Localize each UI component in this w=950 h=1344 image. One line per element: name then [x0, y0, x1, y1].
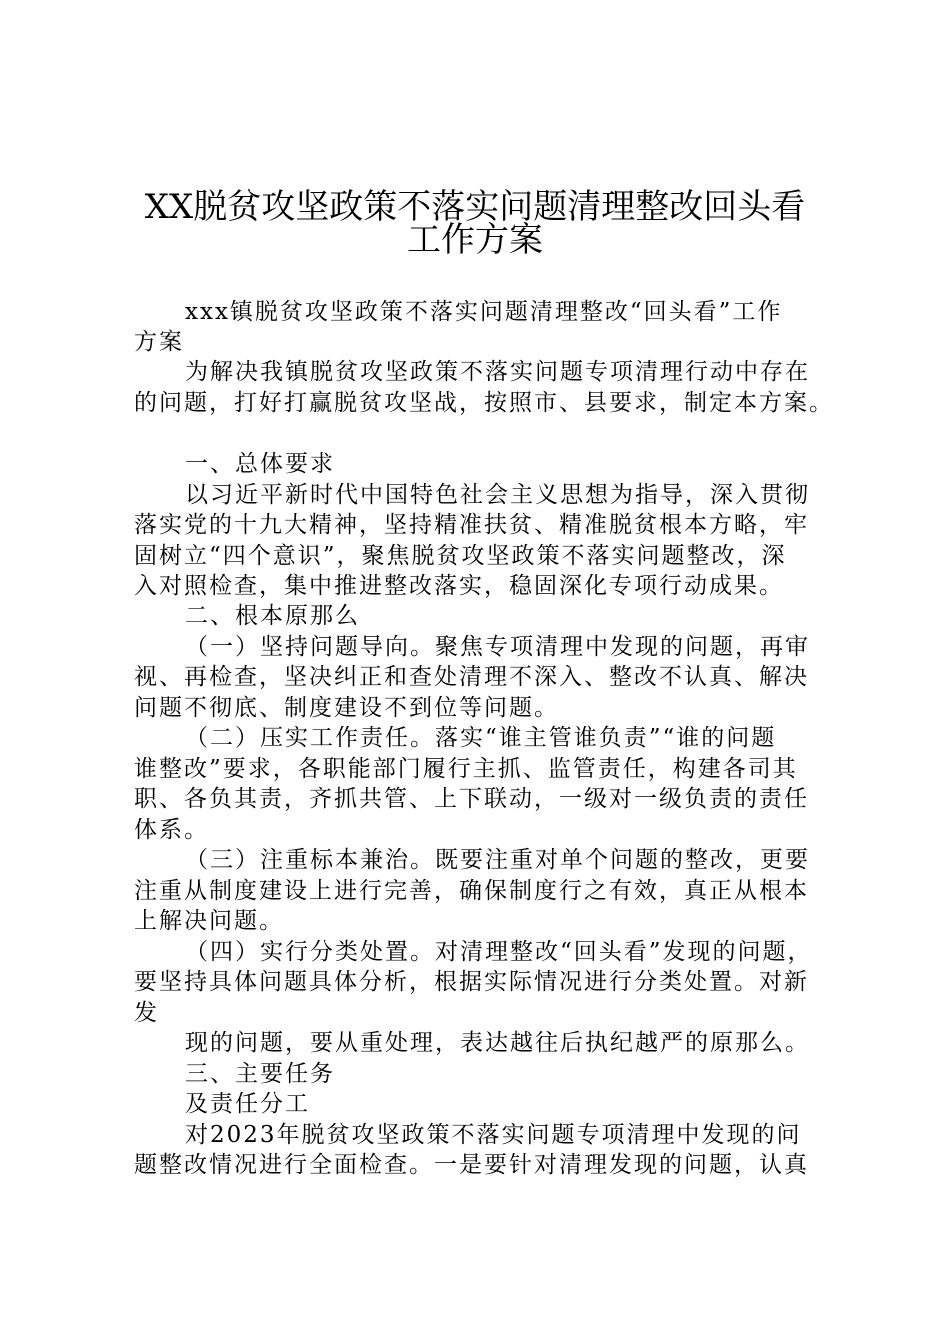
- subtitle-line: xxx镇脱贫攻坚政策不落实问题清理整改“回头看”工作: [185, 299, 783, 325]
- document-title-line-2: 工作方案: [407, 220, 543, 260]
- paragraph-line: 落实党的十九大精神，坚持精准扶贫、精准脱贫根本方略，牢: [134, 512, 809, 538]
- section-heading: 一、总体要求: [185, 451, 335, 477]
- paragraph-line: 为解决我镇脱贫攻坚政策不落实问题专项清理行动中存在: [185, 359, 810, 385]
- paragraph-line: 注重从制度建设上进行完善，确保制度行之有效，真正从根本: [134, 878, 809, 904]
- paragraph-line: （二）压实工作责任。落实“谁主管谁负责”“谁的问题: [185, 725, 777, 751]
- paragraph-line: 固树立“四个意识”，聚焦脱贫攻坚政策不落实问题整改，深: [134, 543, 787, 569]
- section-heading: 二、根本原那么: [185, 603, 360, 629]
- section-heading: 及责任分工: [185, 1091, 310, 1117]
- paragraph-line: 入对照检查，集中推进整改落实，稳固深化专项行动成果。: [134, 573, 784, 599]
- paragraph-line: （四）实行分类处置。对清理整改“回头看”发现的问题，: [185, 939, 813, 965]
- paragraph-line: 的问题，打好打赢脱贫攻坚战，按照市、县要求，制定本方案。: [134, 390, 834, 416]
- paragraph-line: 发: [134, 1000, 159, 1026]
- paragraph-line: 职、各负其责，齐抓共管、上下联动，一级对一级负责的责任: [134, 786, 809, 812]
- paragraph-line: 现的问题，要从重处理，表达越往后执纪越严的原那么。: [185, 1030, 810, 1056]
- paragraph-line: 问题不彻底、制度建设不到位等问题。: [134, 695, 559, 721]
- paragraph-line: （三）注重标本兼治。既要注重对单个问题的整改，更要: [185, 847, 810, 873]
- paragraph-line: 体系。: [134, 817, 209, 843]
- paragraph-line: 要坚持具体问题具体分析，根据实际情况进行分类处置。对新: [134, 969, 809, 995]
- paragraph-line: 对2023年脱贫攻坚政策不落实问题专项清理中发现的问: [185, 1122, 802, 1148]
- paragraph-line: 谁整改”要求，各职能部门履行主抓、监管责任，构建各司其: [134, 756, 798, 782]
- paragraph-line: 以习近平新时代中国特色社会主义思想为指导，深入贯彻: [185, 482, 810, 508]
- section-heading: 三、主要任务: [185, 1061, 335, 1087]
- paragraph-line: 视、再检查，坚决纠正和查处清理不深入、整改不认真、解决: [134, 664, 809, 690]
- paragraph-line: 题整改情况进行全面检查。一是要针对清理发现的问题，认真: [134, 1152, 809, 1178]
- document-title-line-1: XX脱贫攻坚政策不落实问题清理整改回头看: [144, 187, 806, 227]
- paragraph-line: （一）坚持问题导向。聚焦专项清理中发现的问题，再审: [185, 634, 810, 660]
- subtitle-line: 方案: [134, 329, 184, 355]
- paragraph-line: 上解决问题。: [134, 908, 284, 934]
